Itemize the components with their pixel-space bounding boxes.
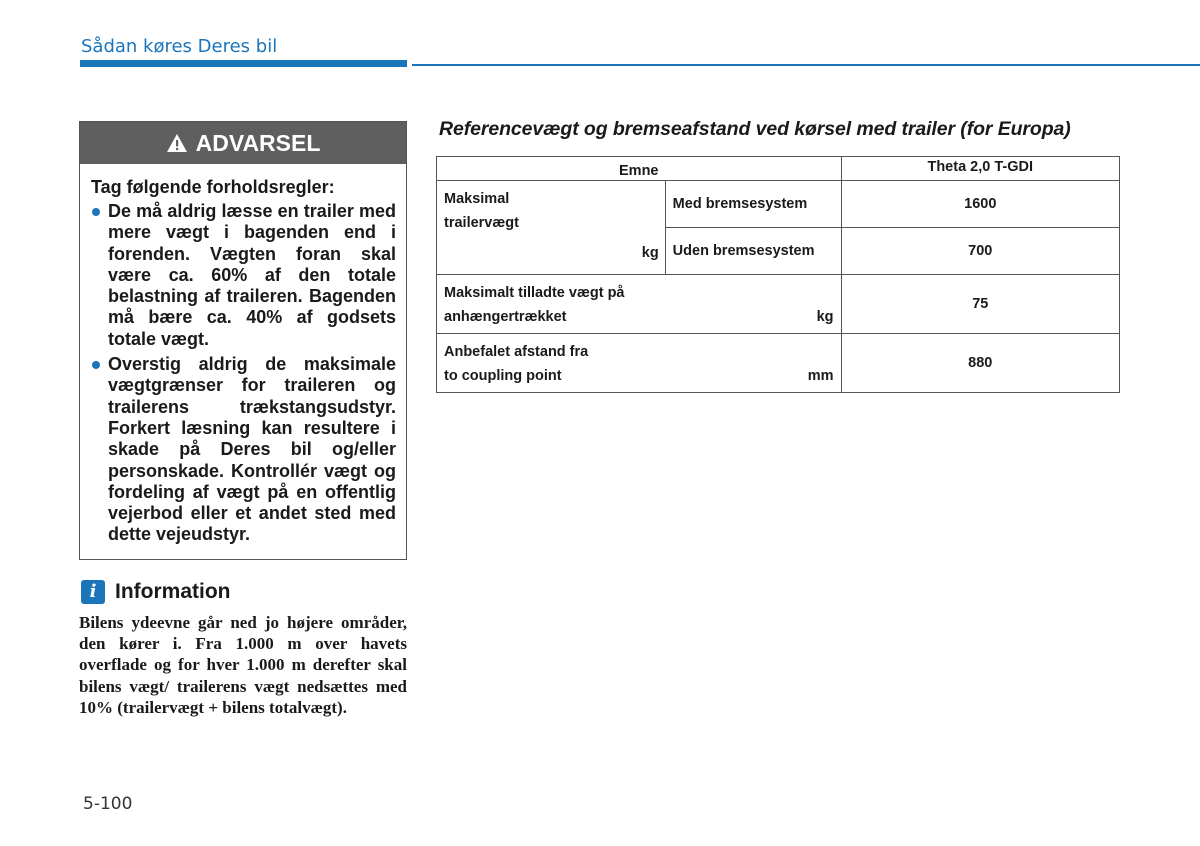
max-trailer-label-1: Maksimal <box>444 191 510 207</box>
distance-unit: mm <box>807 368 834 384</box>
table-header-row <box>437 157 1120 181</box>
table-header-item: Emne <box>437 157 842 181</box>
warning-body <box>80 164 406 546</box>
information-text: Bilens ydeevne går ned jo højere områder, den kører i. Fra 1.000 m over havets overflade og for hver 1.000 m derefter skal bilens vægt/ trailerens vægt nedsættes med 10% (trailervægt + bilens totalvægt). <box>79 613 407 717</box>
distance-label-1: Anbefalet afstand fra <box>444 344 589 360</box>
warning-item <box>91 201 396 350</box>
max-hitch-value: 75 <box>841 275 1119 334</box>
distance-label-2: to coupling point <box>444 368 562 384</box>
table-row <box>437 275 1120 334</box>
spec-table <box>436 156 1120 393</box>
max-hitch-unit: kg <box>816 309 834 325</box>
page-number: 5-100 <box>83 794 133 814</box>
warning-intro: Tag følgende forholdsregler: <box>91 177 335 197</box>
warning-list <box>91 201 396 546</box>
with-brake-value: 1600 <box>841 181 1119 228</box>
bullet-icon <box>92 361 100 369</box>
with-brake-label: Med bremsesystem <box>665 181 841 228</box>
warning-triangle-icon <box>166 133 188 153</box>
information-heading <box>81 580 231 604</box>
section-title: Sådan køres Deres bil <box>81 36 278 57</box>
without-brake-label: Uden bremsesystem <box>665 228 841 275</box>
warning-item-text: Overstig aldrig de maksimale vægtgrænser for traileren og trailerens trækstangsudstyr. Forkert læsning kan resultere i skade på Deres bil og/eller personskade. Kontrollér vægt og fordeling af vægt på en offentlig vejerbod eller et andet sted med dette vejeudstyr. <box>108 354 396 545</box>
warning-header <box>80 122 406 164</box>
without-brake-value: 700 <box>841 228 1119 275</box>
max-trailer-label-2: trailervægt <box>444 215 519 231</box>
bullet-icon <box>92 208 100 216</box>
max-trailer-unit: kg <box>641 245 659 261</box>
cell-max-hitch <box>437 275 842 334</box>
header-rule-thick <box>80 60 407 67</box>
warning-box <box>79 121 407 560</box>
table-title: Referencevægt og bremseafstand ved kørsel med trailer (for Europa) <box>439 118 1071 140</box>
cell-max-trailer <box>437 181 666 275</box>
info-icon: i <box>81 580 105 604</box>
information-title: Information <box>115 580 231 603</box>
warning-item <box>91 354 396 546</box>
warning-item-text: De må aldrig læsse en trailer med mere vægt i bagenden end i forenden. Vægten foran skal være ca. 60% af den totale belastning af traileren. Bagenden må bære ca. 40% af godsets totale vægt. <box>108 201 396 349</box>
max-hitch-label-1: Maksimalt tilladte vægt på <box>444 285 625 301</box>
table-row <box>437 334 1120 393</box>
warning-title: ADVARSEL <box>195 129 321 156</box>
table-header-engine: Theta 2,0 T-GDI <box>841 157 1119 181</box>
max-hitch-label-2: anhængertrækket <box>444 309 567 325</box>
header-rule-thin <box>412 64 1200 66</box>
cell-distance <box>437 334 842 393</box>
table-row <box>437 181 1120 228</box>
distance-value: 880 <box>841 334 1119 393</box>
